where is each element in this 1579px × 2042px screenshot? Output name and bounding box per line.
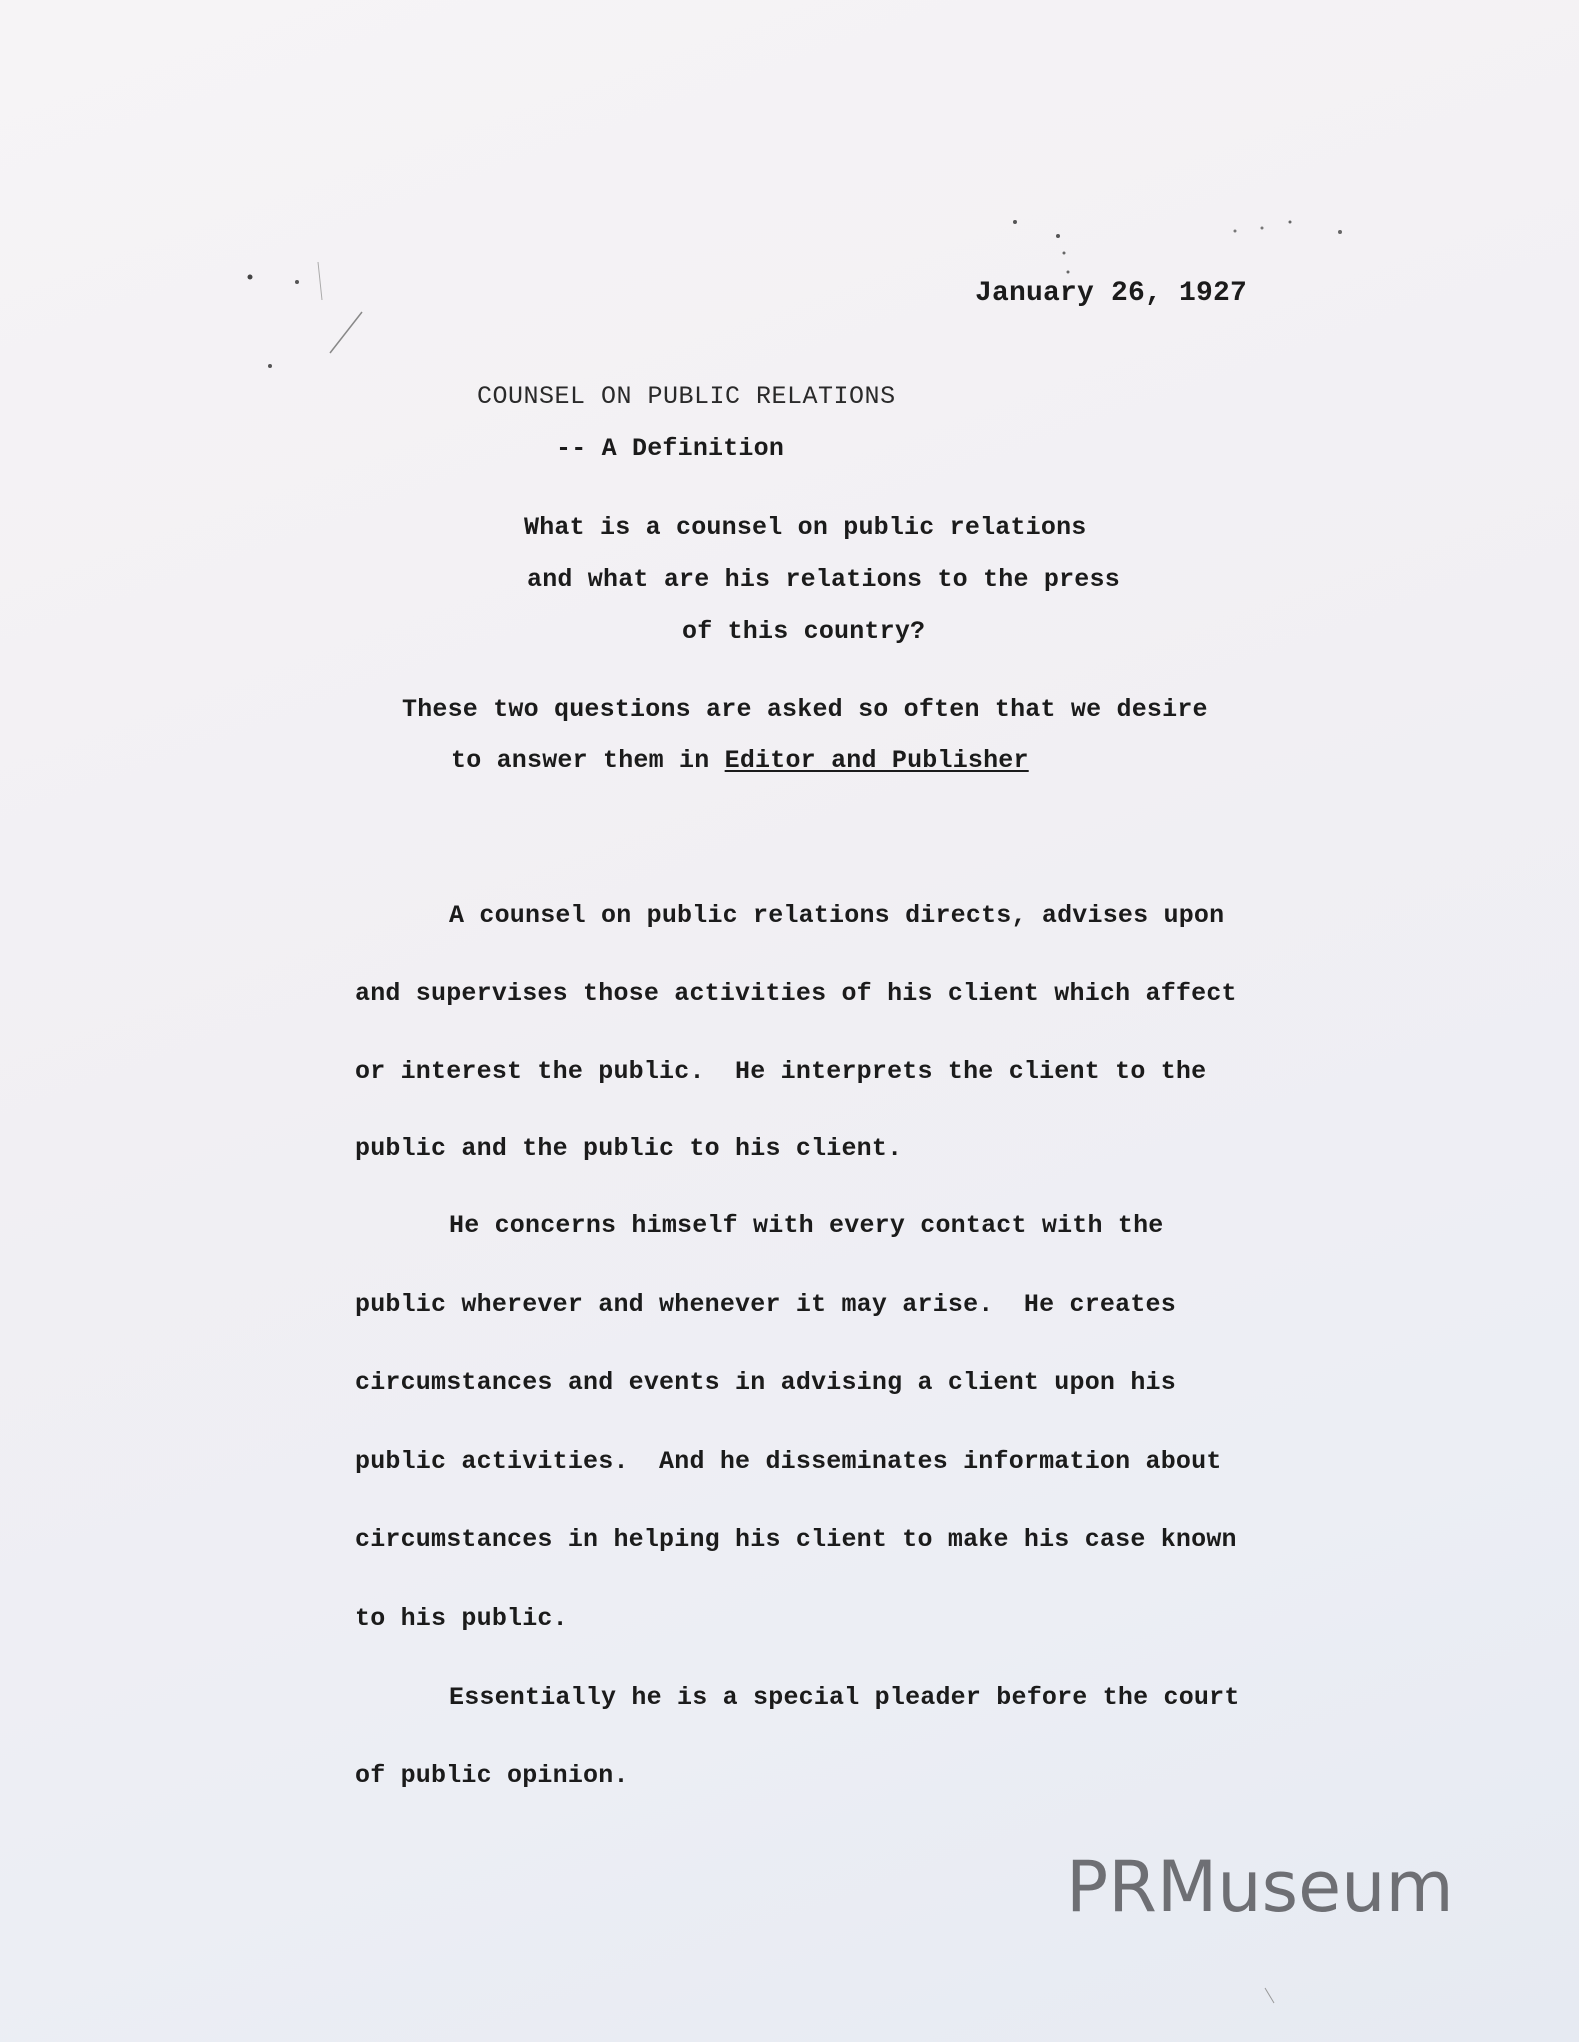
body-line: and supervises those activities of his client which affect: [355, 979, 1237, 1008]
intro-line: [451, 748, 1029, 773]
intro-line-prefix: to answer them in: [451, 746, 725, 775]
publication-name: Editor and Publisher: [724, 746, 1029, 775]
body-line: He concerns himself with every contact with the: [449, 1211, 1164, 1240]
body-line: circumstances in helping his client to make his case known: [355, 1525, 1237, 1554]
body-line: circumstances and events in advising a client upon his: [355, 1368, 1176, 1397]
document-title: COUNSEL ON PUBLIC RELATIONS: [477, 382, 896, 411]
body-line: public and the public to his client.: [355, 1134, 903, 1163]
body-line: of public opinion.: [355, 1761, 629, 1790]
document-subtitle: -- A Definition: [556, 434, 785, 463]
body-line: or interest the public. He interprets the client to the: [355, 1057, 1207, 1086]
body-line: public wherever and whenever it may arise. He creates: [355, 1290, 1176, 1319]
question-line: What is a counsel on public relations: [524, 513, 1087, 542]
watermark-logo: PRMuseum: [1066, 1846, 1454, 1928]
body-line: to his public.: [355, 1604, 568, 1633]
body-line: public activities. And he disseminates information about: [355, 1447, 1222, 1476]
intro-line: These two questions are asked so often that we desire: [402, 695, 1208, 724]
body-line: A counsel on public relations directs, advises upon: [449, 901, 1225, 930]
question-line: of this country?: [682, 617, 926, 646]
body-line: Essentially he is a special pleader before the court: [449, 1683, 1240, 1712]
letter-date: January 26, 1927: [975, 278, 1248, 309]
question-line: and what are his relations to the press: [527, 565, 1120, 594]
